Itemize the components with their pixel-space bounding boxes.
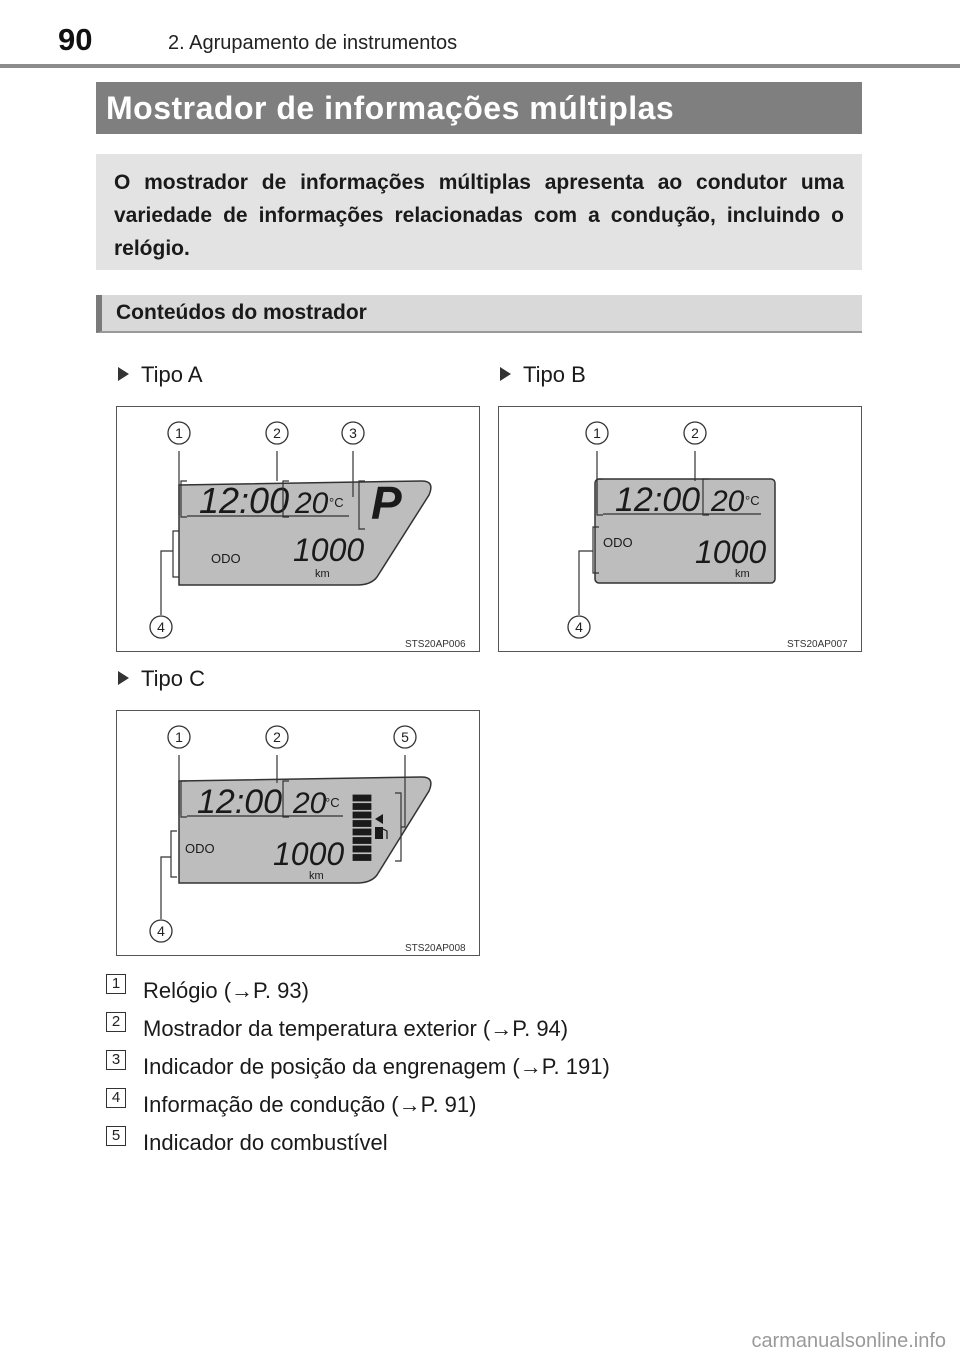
intro-box: [96, 154, 862, 270]
odo-label: ODO: [211, 551, 241, 566]
callout-1: [168, 422, 190, 444]
legend-item: [106, 1086, 610, 1124]
figure-code: STS20AP008: [405, 943, 466, 954]
legend-text: Mostrador da temperatura exterior (→P. 94): [143, 1016, 569, 1041]
legend-item: [106, 1124, 610, 1162]
odo-label: ODO: [603, 535, 633, 550]
callout-2: [684, 422, 706, 444]
fuel-bar: [353, 838, 371, 844]
page-title: Mostrador de informações múltiplas: [106, 90, 675, 126]
legend-number: 5: [106, 1126, 126, 1146]
odometer-unit: km: [735, 568, 750, 580]
figure-code: STS20AP006: [405, 639, 466, 650]
temperature-unit: °C: [745, 493, 760, 508]
fuel-bar: [353, 812, 371, 818]
callout-number: 4: [157, 619, 165, 635]
clock-digits: 12:00: [615, 481, 701, 519]
callout-number: 1: [175, 729, 183, 745]
temperature-digits: 20: [293, 787, 327, 820]
odometer-unit: km: [315, 568, 330, 580]
page-number: 90: [58, 22, 93, 57]
fuel-bar: [353, 855, 371, 861]
legend-number: 2: [106, 1012, 126, 1032]
callout-number: 2: [691, 425, 699, 441]
chapter-title: 2. Agrupamento de instrumentos: [168, 32, 458, 54]
section-heading-bar: [96, 295, 862, 333]
callout-number: 2: [273, 425, 281, 441]
legend-number: 1: [106, 974, 126, 994]
clock-digits: 12:00: [197, 783, 283, 821]
title-bar: [96, 82, 862, 134]
fuel-bar: [353, 829, 371, 835]
callout-1: [168, 726, 190, 748]
figure-type-b: [498, 406, 862, 652]
legend-item: [106, 972, 610, 1010]
fuel-bar: [353, 804, 371, 810]
figure-type-a: [116, 406, 480, 652]
type-c-label-text: Tipo C: [141, 666, 205, 691]
callout-number: 4: [157, 923, 165, 939]
display-diagram-type-b: [499, 407, 861, 651]
temperature-unit: °C: [325, 795, 340, 810]
callout-number: 2: [273, 729, 281, 745]
temperature-unit: °C: [329, 495, 344, 510]
legend-number: 3: [106, 1050, 126, 1070]
type-b-label-text: Tipo B: [523, 362, 586, 387]
callout-legend: [106, 972, 610, 1162]
fuel-bar: [353, 821, 371, 827]
fuel-bar: [353, 795, 371, 801]
fuel-bar: [353, 846, 371, 852]
intro-text: O mostrador de informações múltiplas apresenta ao condutor uma variedade de informações relacionadas com a condução, incluindo o relógio.: [114, 171, 844, 260]
display-diagram-type-c: [117, 711, 479, 955]
odometer-digits: 1000: [293, 532, 365, 568]
callout-2: [266, 726, 288, 748]
odometer-unit: km: [309, 870, 324, 882]
figure-type-c: [116, 710, 480, 956]
type-c-label: [118, 666, 205, 692]
triangle-bullet-icon: [500, 367, 511, 381]
odometer-digits: 1000: [273, 836, 345, 872]
type-a-label: [118, 362, 203, 388]
callout-2: [266, 422, 288, 444]
type-b-label: [500, 362, 586, 388]
legend-number: 4: [106, 1088, 126, 1108]
legend-text: Indicador de posição da engrenagem (→P. 191): [143, 1054, 610, 1079]
type-a-label-text: Tipo A: [141, 362, 203, 387]
callout-number: 1: [593, 425, 601, 441]
callout-3: [342, 422, 364, 444]
legend-text: Informação de condução (→P. 91): [143, 1092, 477, 1117]
temperature-digits: 20: [711, 485, 745, 518]
odometer-digits: 1000: [695, 534, 767, 570]
legend-text: Indicador do combustível: [143, 1130, 388, 1155]
temperature-digits: 20: [295, 487, 329, 520]
clock-digits: 12:00: [199, 480, 290, 521]
legend-text: Relógio (→P. 93): [143, 978, 309, 1003]
callout-4: [568, 616, 590, 638]
watermark[interactable]: carmanualsonline.info: [751, 1330, 946, 1352]
triangle-bullet-icon: [118, 367, 129, 381]
callout-number: 1: [175, 425, 183, 441]
callout-4: [150, 920, 172, 942]
display-diagram-type-a: [117, 407, 479, 651]
gear-position-digit: P: [371, 477, 402, 529]
callout-5: [394, 726, 416, 748]
triangle-bullet-icon: [118, 671, 129, 685]
callout-number: 5: [401, 729, 409, 745]
callout-number: 3: [349, 425, 357, 441]
callout-4: [150, 616, 172, 638]
section-heading: Conteúdos do mostrador: [116, 301, 367, 324]
legend-item: [106, 1010, 610, 1048]
figure-code: STS20AP007: [787, 639, 848, 650]
callout-1: [586, 422, 608, 444]
legend-item: [106, 1048, 610, 1086]
header-rule: [0, 64, 960, 68]
odo-label: ODO: [185, 841, 215, 856]
callout-number: 4: [575, 619, 583, 635]
